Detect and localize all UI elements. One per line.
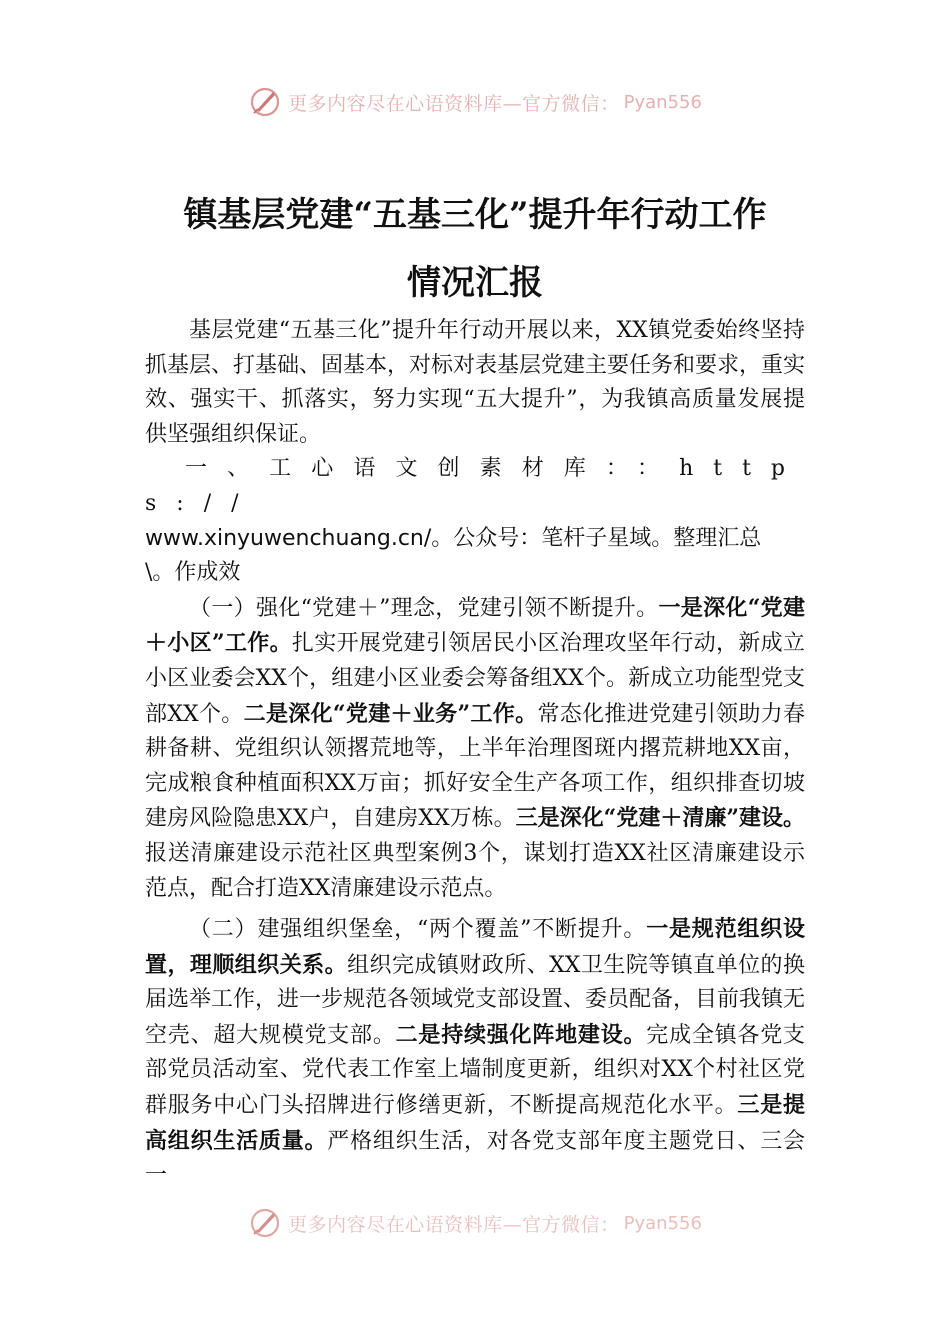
paragraph-2-point-2-text: 完成全镇各党支部党员活动室、党代表工作室上墙制度更新，组织对XX个村社区党群服务中心门头招牌进行修缮更新，不断提高规范化水平。 bbox=[145, 1022, 805, 1119]
watermark-wechat-id: Pyan556 bbox=[623, 91, 702, 113]
footer-watermark bbox=[0, 1203, 950, 1243]
watermark-text: 更多内容尽在心语资料库—官方微信： bbox=[288, 1213, 620, 1236]
quill-logo-icon bbox=[248, 85, 282, 119]
paragraph-1-lead: （一）强化“党建＋”理念，党建引领不断提升。 bbox=[189, 595, 659, 621]
watermark-wechat-id: Pyan556 bbox=[623, 1212, 702, 1234]
document-title-line-1: 镇基层党建“五基三化”提升年行动工作 bbox=[183, 195, 767, 235]
section-1-heading-prefix: 一、工心语文创素材库：：https:// bbox=[145, 456, 805, 516]
section-1-heading bbox=[145, 452, 805, 521]
paragraph-1-point-2-heading: 二是深化“党建＋业务”工作。 bbox=[243, 700, 538, 727]
watermark-text: 更多内容尽在心语资料库—官方微信： bbox=[288, 92, 620, 115]
intro-paragraph: 基层党建“五基三化”提升年行动开展以来，XX镇党委始终坚持抓基层、打基础、固基本，对标对表基层党建主要任务和要求，重实效、强实干、抓落实，努力实现“五大提升”，为我镇高质量发展提供坚强组织保证。 bbox=[145, 318, 806, 447]
quill-logo-icon bbox=[248, 1206, 282, 1240]
paragraph-2-point-3-text: 严格组织生活，对各党支部年度主题党日、三会一 bbox=[145, 1128, 805, 1189]
paragraph-2-point-1-heading: 一是规范组织设置，理顺组织关系。 bbox=[145, 916, 805, 978]
paragraph-2-lead: （二）建强组织堡垒，“两个覆盖”不断提升。 bbox=[189, 917, 647, 943]
paragraph-1 bbox=[145, 591, 805, 906]
paragraph-1-point-3-text: 报送清廉建设示范社区典型案例3个，谋划打造XX社区清廉建设示范点，配合打造XX清廉建设示范点。 bbox=[145, 840, 805, 901]
paragraph-1-point-2-text: 常态化推进党建引领助力春耕备耕、党组织认领撂荒地等，上半年治理图斑内撂荒耕地XX亩，完成粮食种植面积XX万亩；抓好安全生产各项工作，组织排查切坡建房风险隐患XX户，自建房XX万栋。 bbox=[145, 701, 805, 832]
paragraph-2-point-2-heading: 二是持续强化阵地建设。 bbox=[395, 1021, 647, 1048]
section-1-heading-suffix: \。作成效 bbox=[145, 560, 241, 586]
paragraph-2-point-1-text: 组织完成镇财政所、XX卫生院等镇直单位的换届选举工作，进一步规范各领域党支部设置、委员配备，目前我镇无空壳、超大规模党支部。 bbox=[145, 952, 806, 1048]
paragraph-1-point-1-heading: 一是深化“党建＋小区”工作。 bbox=[145, 594, 806, 657]
document-body bbox=[145, 314, 805, 1194]
paragraph-1-point-3-heading: 三是深化“党建＋清廉”建设。 bbox=[515, 805, 805, 832]
section-1-heading-url: www.xinyuwenchuang.cn/。公众号：笔杆子星域。整理汇总 bbox=[145, 525, 762, 551]
paragraph-2-point-3-heading: 三是提高组织生活质量。 bbox=[145, 1092, 805, 1154]
paragraph-1-point-1-text: 扎实开展党建引领居民小区治理攻坚年行动，新成立小区业委会XX个，组建小区业委会筹备组XX个。新成立功能型党支部XX个。 bbox=[145, 631, 806, 727]
document-title-line-2: 情况汇报 bbox=[407, 263, 543, 303]
paragraph-2 bbox=[145, 912, 805, 1194]
section-1-heading-cont bbox=[145, 522, 805, 591]
header-watermark bbox=[0, 82, 950, 122]
